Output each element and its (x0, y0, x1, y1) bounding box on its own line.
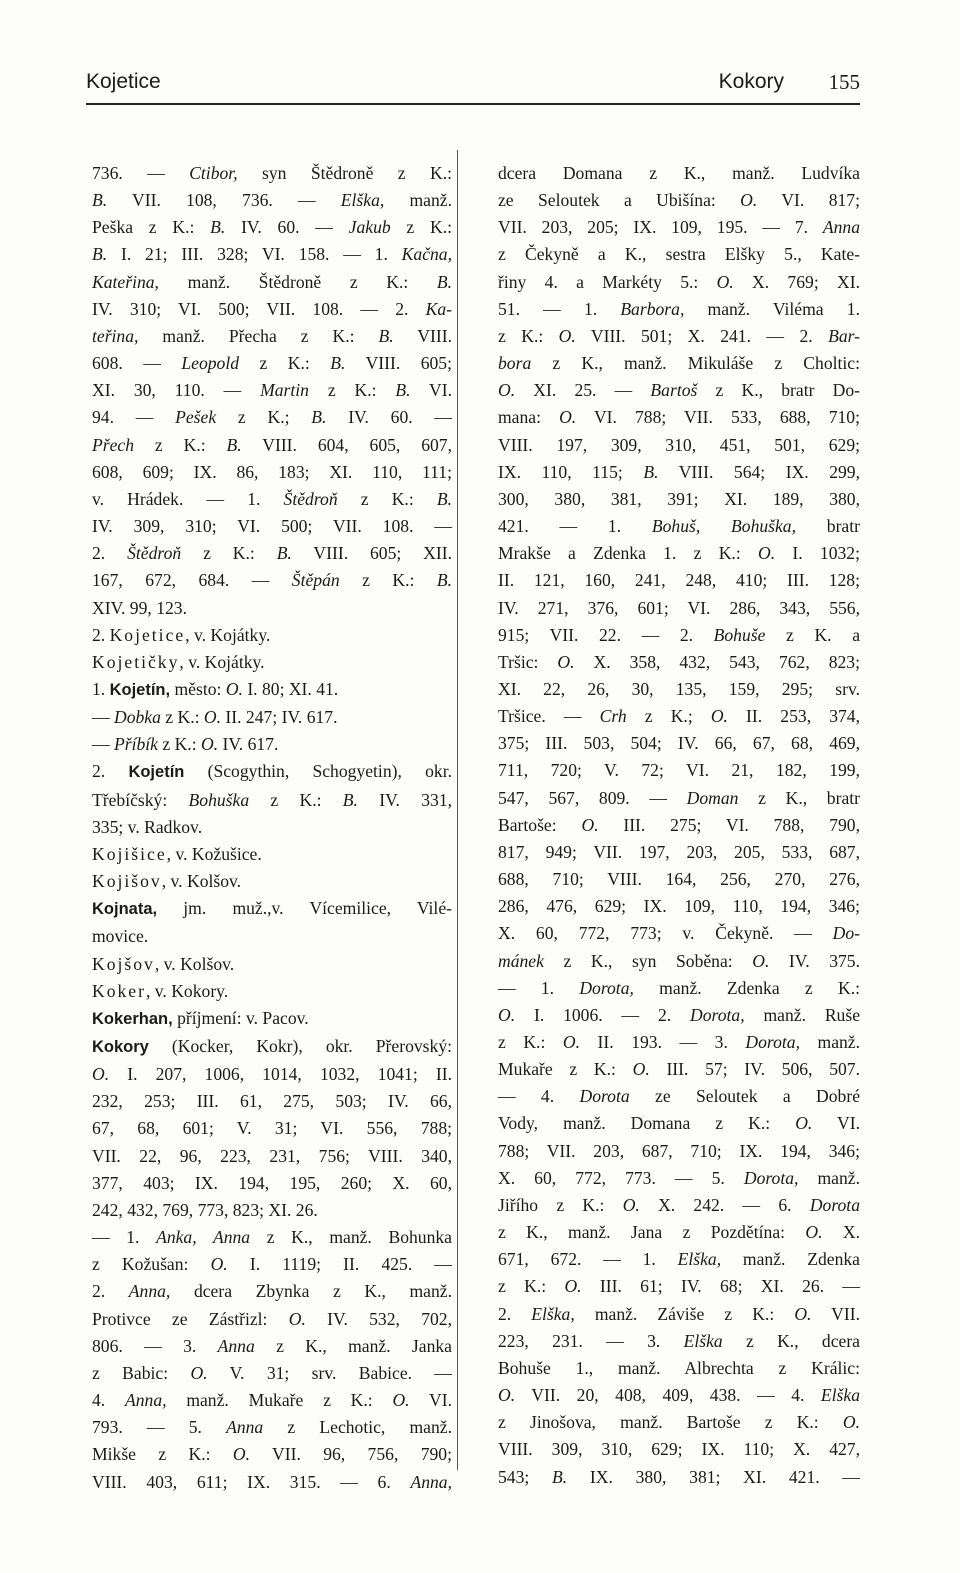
text-line: 817, 949; VII. 197, 203, 205, 533, 687, (498, 841, 860, 862)
text-line: 688, 710; VIII. 164, 256, 270, 276, (498, 869, 860, 890)
text-line: v. Hrádek. — 1. Štědroň z K.: B. (92, 488, 452, 509)
text-line: dcera Domana z K., manž. Ludvíka (498, 163, 860, 183)
text-line: 793. — 5. Anna z Lechotic, manž. (92, 1417, 452, 1438)
text-line: 2. Anna, dcera Zbynka z K., manž. (92, 1281, 452, 1302)
text-line: O. VII. 20, 408, 409, 438. — 4. Elška (498, 1385, 860, 1406)
text-line: z K.: O. II. 193. — 3. Dorota, manž. (498, 1032, 861, 1052)
text-line: IV. 309, 310; VI. 500; VII. 108. — (92, 516, 452, 537)
text-line: Mikše z K.: O. VII. 96, 756, 790; (92, 1444, 452, 1465)
text-line: řiny 4. a Markéty 5.: O. X. 769; XI. (498, 271, 860, 292)
text-line: 806. — 3. Anna z K., manž. Janka (92, 1335, 452, 1356)
text-line: IV. 310; VI. 500; VII. 108. — 2. Ka- (92, 298, 452, 319)
text-line: 608, 609; IX. 86, 183; XI. 110, 111; (92, 461, 452, 482)
text-line: 2. Kojetín (Scogythin, Schogyetin), okr. (92, 761, 452, 782)
text-line: Protivce ze Zástřizl: O. IV. 532, 702, (92, 1308, 452, 1329)
text-line: 4. Anna, manž. Mukaře z K.: O. VI. (92, 1390, 453, 1411)
text-line: 2. Kojetice, v. Kojátky. (92, 624, 271, 645)
text-line: 671, 672. — 1. Elška, manž. Zdenka (498, 1249, 860, 1270)
text-line: XI. 22, 26, 30, 135, 159, 295; srv. (498, 678, 860, 699)
text-line: VII. 203, 205; IX. 109, 195. — 7. Anna (498, 217, 860, 238)
text-line: Jiřího z K.: O. X. 242. — 6. Dorota (498, 1194, 860, 1215)
header-left-title: Kojetice (86, 70, 161, 93)
text-line: Kojnata, jm. muž.,v. Vícemilice, Vilé- (92, 898, 452, 919)
text-line: Kokory (Kocker, Kokr), okr. Přerovský: (92, 1036, 452, 1056)
text-line: — 1. Anka, Anna z K., manž. Bohunka (92, 1227, 452, 1248)
text-line: 1. Kojetín, město: O. I. 80; XI. 41. (92, 678, 339, 699)
text-line: X. 60, 772, 773. — 5. Dorota, manž. (498, 1167, 860, 1188)
text-line: Mrakše a Zdenka 1. z K.: O. I. 1032; (498, 543, 860, 564)
text-line: z Jinošova, manž. Bartoše z K.: O. (498, 1412, 860, 1433)
text-line: Bohuše 1., manž. Albrechta z Králic: (498, 1357, 860, 1378)
text-line: 94. — Pešek z K.; B. IV. 60. — (92, 407, 452, 428)
text-line: movice. (92, 926, 149, 947)
text-line: z K.: O. III. 61; IV. 68; XI. 26. — (498, 1276, 860, 1297)
text-line: II. 121, 160, 241, 248, 410; III. 128; (498, 570, 860, 591)
text-line: z K., manž. Jana z Pozdětína: O. X. (498, 1222, 860, 1243)
text-line: 543; B. IX. 380, 381; XI. 421. — (498, 1466, 860, 1487)
text-line: B. I. 21; III. 328; VI. 158. — 1. Kačna, (92, 244, 452, 265)
text-line: Vody, manž. Domana z K.: O. VI. (498, 1113, 860, 1134)
text-line: 788; VII. 203, 687, 710; IX. 194, 346; (498, 1140, 860, 1161)
right-column (498, 160, 860, 1491)
text-line: 51. — 1. Barbora, manž. Viléma 1. (498, 298, 860, 319)
text-line: Tršic: O. X. 358, 432, 543, 762, 823; (498, 651, 860, 672)
text-line: 421. — 1. Bohuš, Bohuška, bratr (498, 516, 860, 537)
text-line: z Babic: O. V. 31; srv. Babice. — (92, 1362, 452, 1383)
left-column (92, 160, 452, 1496)
text-line: 2. Štědroň z K.: B. VIII. 605; XII. (92, 543, 452, 564)
text-line: z Čekyně a K., sestra Elšky 5., Kate- (498, 244, 860, 265)
text-line: XI. 30, 110. — Martin z K.: B. VI. (92, 380, 453, 401)
text-line: 736. — Ctibor, syn Štědroně z K.: (92, 163, 452, 183)
text-line: Peška z K.: B. IV. 60. — Jakub z K.: (92, 217, 453, 238)
text-line: O. I. 1006. — 2. Dorota, manž. Ruše (498, 1004, 861, 1025)
text-line: Mukaře z K.: O. III. 57; IV. 506, 507. (498, 1059, 860, 1080)
text-line: z K.: O. VIII. 501; X. 241. — 2. Bar- (498, 325, 860, 346)
text-line: IX. 110, 115; B. VIII. 564; IX. 299, (498, 461, 860, 482)
text-line: Kojišov, v. Kolšov. (92, 871, 242, 892)
text-line: 711, 720; V. 72; VI. 21, 182, 199, (498, 760, 860, 781)
text-line: Kojšov, v. Kolšov. (92, 953, 235, 974)
text-line: 242, 432, 769, 773, 823; XI. 26. (92, 1199, 318, 1220)
page-number: 155 (828, 70, 860, 94)
text-line: 286, 476, 629; IX. 109, 110, 194, 346; (498, 896, 860, 917)
text-line: z Kožušan: O. I. 1119; II. 425. — (92, 1254, 452, 1275)
header-rule (86, 103, 860, 105)
column-divider (457, 150, 458, 1470)
text-line: Koker, v. Kokory. (92, 980, 229, 1001)
text-line: bora z K., manž. Mikuláše z Choltic: (498, 353, 860, 374)
text-line: Přech z K.: B. VIII. 604, 605, 607, (92, 434, 452, 455)
text-line: Kojetičky, v. Kojátky. (92, 651, 265, 672)
text-line: Kateřina, manž. Štědroně z K.: B. (92, 271, 452, 292)
text-line: Kojišice, v. Kožušice. (92, 843, 262, 864)
text-line: VIII. 403, 611; IX. 315. — 6. Anna, (92, 1471, 452, 1492)
text-line: 547, 567, 809. — Doman z K., bratr (498, 787, 861, 808)
text-line: mana: O. VI. 788; VII. 533, 688, 710; (498, 407, 860, 428)
text-line: — Příbík z K.: O. IV. 617. (92, 734, 279, 755)
text-line: VII. 22, 96, 223, 231, 756; VIII. 340, (92, 1145, 452, 1166)
text-line: Tršice. — Crh z K.; O. II. 253, 374, (498, 706, 861, 727)
text-line: XIV. 99, 123. (92, 597, 187, 618)
header-right-title: Kokory (718, 70, 784, 93)
text-line: O. I. 207, 1006, 1014, 1032, 1041; II. (92, 1064, 452, 1085)
text-line: Kokerhan, příjmení: v. Pacov. (92, 1007, 309, 1028)
text-line: Třebíčský: Bohuška z K.: B. IV. 331, (92, 789, 453, 810)
text-line: 915; VII. 22. — 2. Bohuše z K. a (498, 624, 860, 645)
text-line: O. XI. 25. — Bartoš z K., bratr Do- (498, 380, 860, 401)
text-line: 67, 68, 601; V. 31; VI. 556, 788; (92, 1118, 452, 1139)
text-line: Bartoše: O. III. 275; VI. 788, 790, (498, 814, 860, 835)
text-line: VIII. 197, 309, 310, 451, 501, 629; (498, 434, 860, 455)
text-line: — Dobka z K.: O. II. 247; IV. 617. (92, 707, 338, 728)
text-line: 2. Elška, manž. Záviše z K.: O. VII. (498, 1303, 860, 1324)
text-line: 335; v. Radkov. (92, 816, 203, 837)
text-line: X. 60, 772, 773; v. Čekyně. — Do- (498, 923, 860, 944)
text-line: 608. — Leopold z K.: B. VIII. 605; (92, 353, 452, 374)
running-header (86, 62, 860, 102)
text-line: 377, 403; IX. 194, 195, 260; X. 60, (92, 1172, 452, 1193)
text-line: 232, 253; III. 61, 275, 503; IV. 66, (92, 1091, 452, 1112)
text-line: — 4. Dorota ze Seloutek a Dobré (498, 1086, 861, 1107)
text-line: teřina, manž. Přecha z K.: B. VIII. (92, 325, 452, 346)
text-line: 167, 672, 684. — Štěpán z K.: B. (92, 570, 452, 591)
text-line: 375; III. 503, 504; IV. 66, 67, 68, 469, (498, 733, 860, 754)
text-line: B. VII. 108, 736. — Elška, manž. (92, 190, 452, 211)
text-line: ze Seloutek a Ubišína: O. VI. 817; (498, 190, 860, 211)
text-line: 300, 380, 381, 391; XI. 189, 380, (498, 488, 860, 509)
text-line: IV. 271, 376, 601; VI. 286, 343, 556, (498, 597, 860, 618)
text-line: — 1. Dorota, manž. Zdenka z K.: (498, 977, 860, 998)
text-line: mánek z K., syn Soběna: O. IV. 375. (498, 950, 860, 971)
text-line: 223, 231. — 3. Elška z K., dcera (498, 1330, 860, 1351)
text-line: VIII. 309, 310, 629; IX. 110; X. 427, (498, 1439, 860, 1460)
